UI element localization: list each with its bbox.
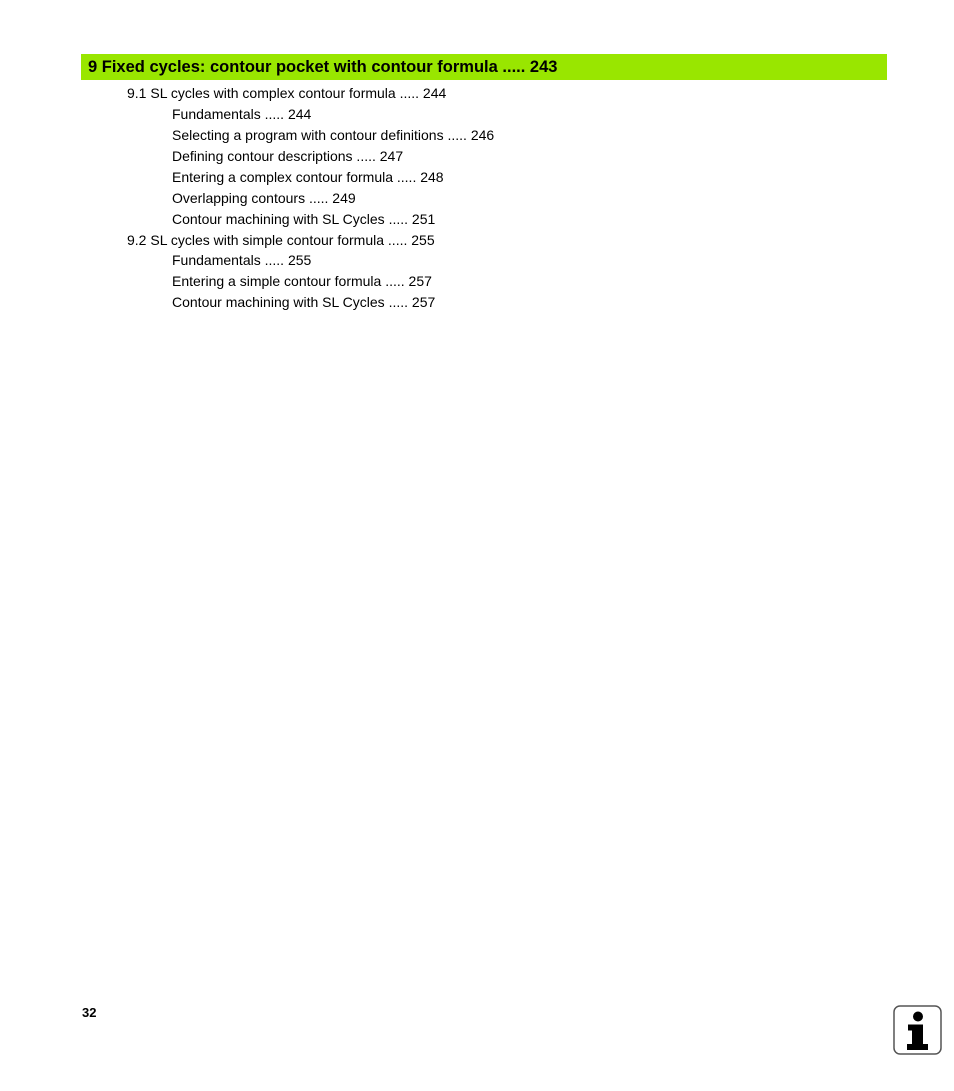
toc-entry[interactable]: Overlapping contours ..... 249 [172,190,356,206]
toc-section-9-1[interactable]: 9.1 SL cycles with complex contour formula ..... 244 [127,85,447,101]
toc-entry[interactable]: Fundamentals ..... 255 [172,252,312,268]
toc-entry[interactable]: Contour machining with SL Cycles ..... 257 [172,294,436,310]
toc-entry[interactable]: Selecting a program with contour definitions ..... 246 [172,127,495,143]
info-icon[interactable] [893,1005,942,1055]
toc-entry[interactable]: Entering a complex contour formula ..... 248 [172,169,444,185]
toc-entry[interactable]: Contour machining with SL Cycles ..... 251 [172,211,436,227]
table-of-contents [0,83,954,313]
chapter-title[interactable]: 9 Fixed cycles: contour pocket with contour formula ..... 243 [88,57,558,76]
toc-entry[interactable]: Fundamentals ..... 244 [172,106,312,122]
page-number: 32 [82,1005,97,1020]
chapter-heading-bar [81,54,887,80]
toc-entry[interactable]: Entering a simple contour formula ..... 257 [172,273,432,289]
toc-section-9-2[interactable]: 9.2 SL cycles with simple contour formula ..... 255 [127,232,435,248]
toc-entry[interactable]: Defining contour descriptions ..... 247 [172,148,404,164]
